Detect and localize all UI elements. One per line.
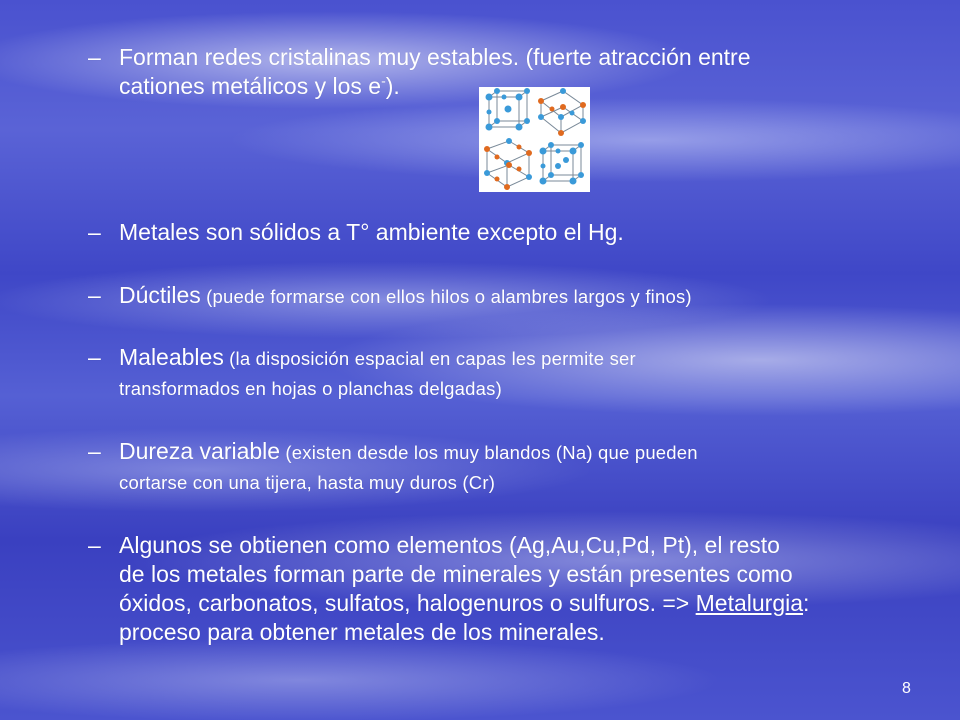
bullet-text-line: Algunos se obtienen como elementos (Ag,Au,Cu,Pd, Pt), el resto xyxy=(119,532,780,558)
bullet-hardness xyxy=(88,437,938,497)
bullet-detail: (la disposición espacial en capas les permite ser xyxy=(223,348,636,369)
bullet-text-line: cationes metálicos y los e xyxy=(119,73,382,99)
bullet-malleable xyxy=(88,343,938,403)
bullet-dash: – xyxy=(88,532,101,558)
bullet-text-line: Forman redes cristalinas muy estables. (fuerte atracción entre xyxy=(119,44,751,70)
bullet-dash: – xyxy=(88,44,101,70)
bullet-text-line: proceso para obtener metales de los minerales. xyxy=(119,619,605,645)
bullet-dash: – xyxy=(88,219,101,245)
bullet-text-line: : xyxy=(803,590,810,616)
bullet-ductile xyxy=(88,281,938,311)
bullet-dash: – xyxy=(88,344,101,370)
bullet-detail: (existen desde los muy blandos (Na) que pueden xyxy=(280,442,698,463)
metalurgia-link[interactable]: Metalurgia xyxy=(695,590,804,616)
crystal-lattice-figure xyxy=(479,87,590,192)
bullet-text-line: de los metales forman parte de minerales y están presentes como xyxy=(119,561,793,587)
bullet-dash: – xyxy=(88,282,101,308)
bullet-dash: – xyxy=(88,438,101,464)
bullet-term: Dúctiles xyxy=(119,282,201,308)
bullet-text: Metales son sólidos a T° ambiente excepto el Hg. xyxy=(119,219,624,245)
bullet-solid-metals xyxy=(88,218,938,247)
bullet-detail: cortarse con una tijera, hasta muy duros (Cr) xyxy=(119,472,496,493)
bullet-text-line: ). xyxy=(385,73,400,99)
superscript-minus: - xyxy=(381,72,386,89)
bullet-term: Maleables xyxy=(119,344,224,370)
bullet-elements-minerals xyxy=(88,531,938,647)
bullet-term: Dureza variable xyxy=(119,438,281,464)
crystal-lattice-icon xyxy=(479,87,590,192)
page-number: 8 xyxy=(902,680,911,697)
bullet-detail: transformados en hojas o planchas delgadas) xyxy=(119,378,502,399)
bullet-text-line: óxidos, carbonatos, sulfatos, halogenuros o sulfuros. => xyxy=(119,590,696,616)
bullet-detail: (puede formarse con ellos hilos o alambres largos y finos) xyxy=(200,286,692,307)
